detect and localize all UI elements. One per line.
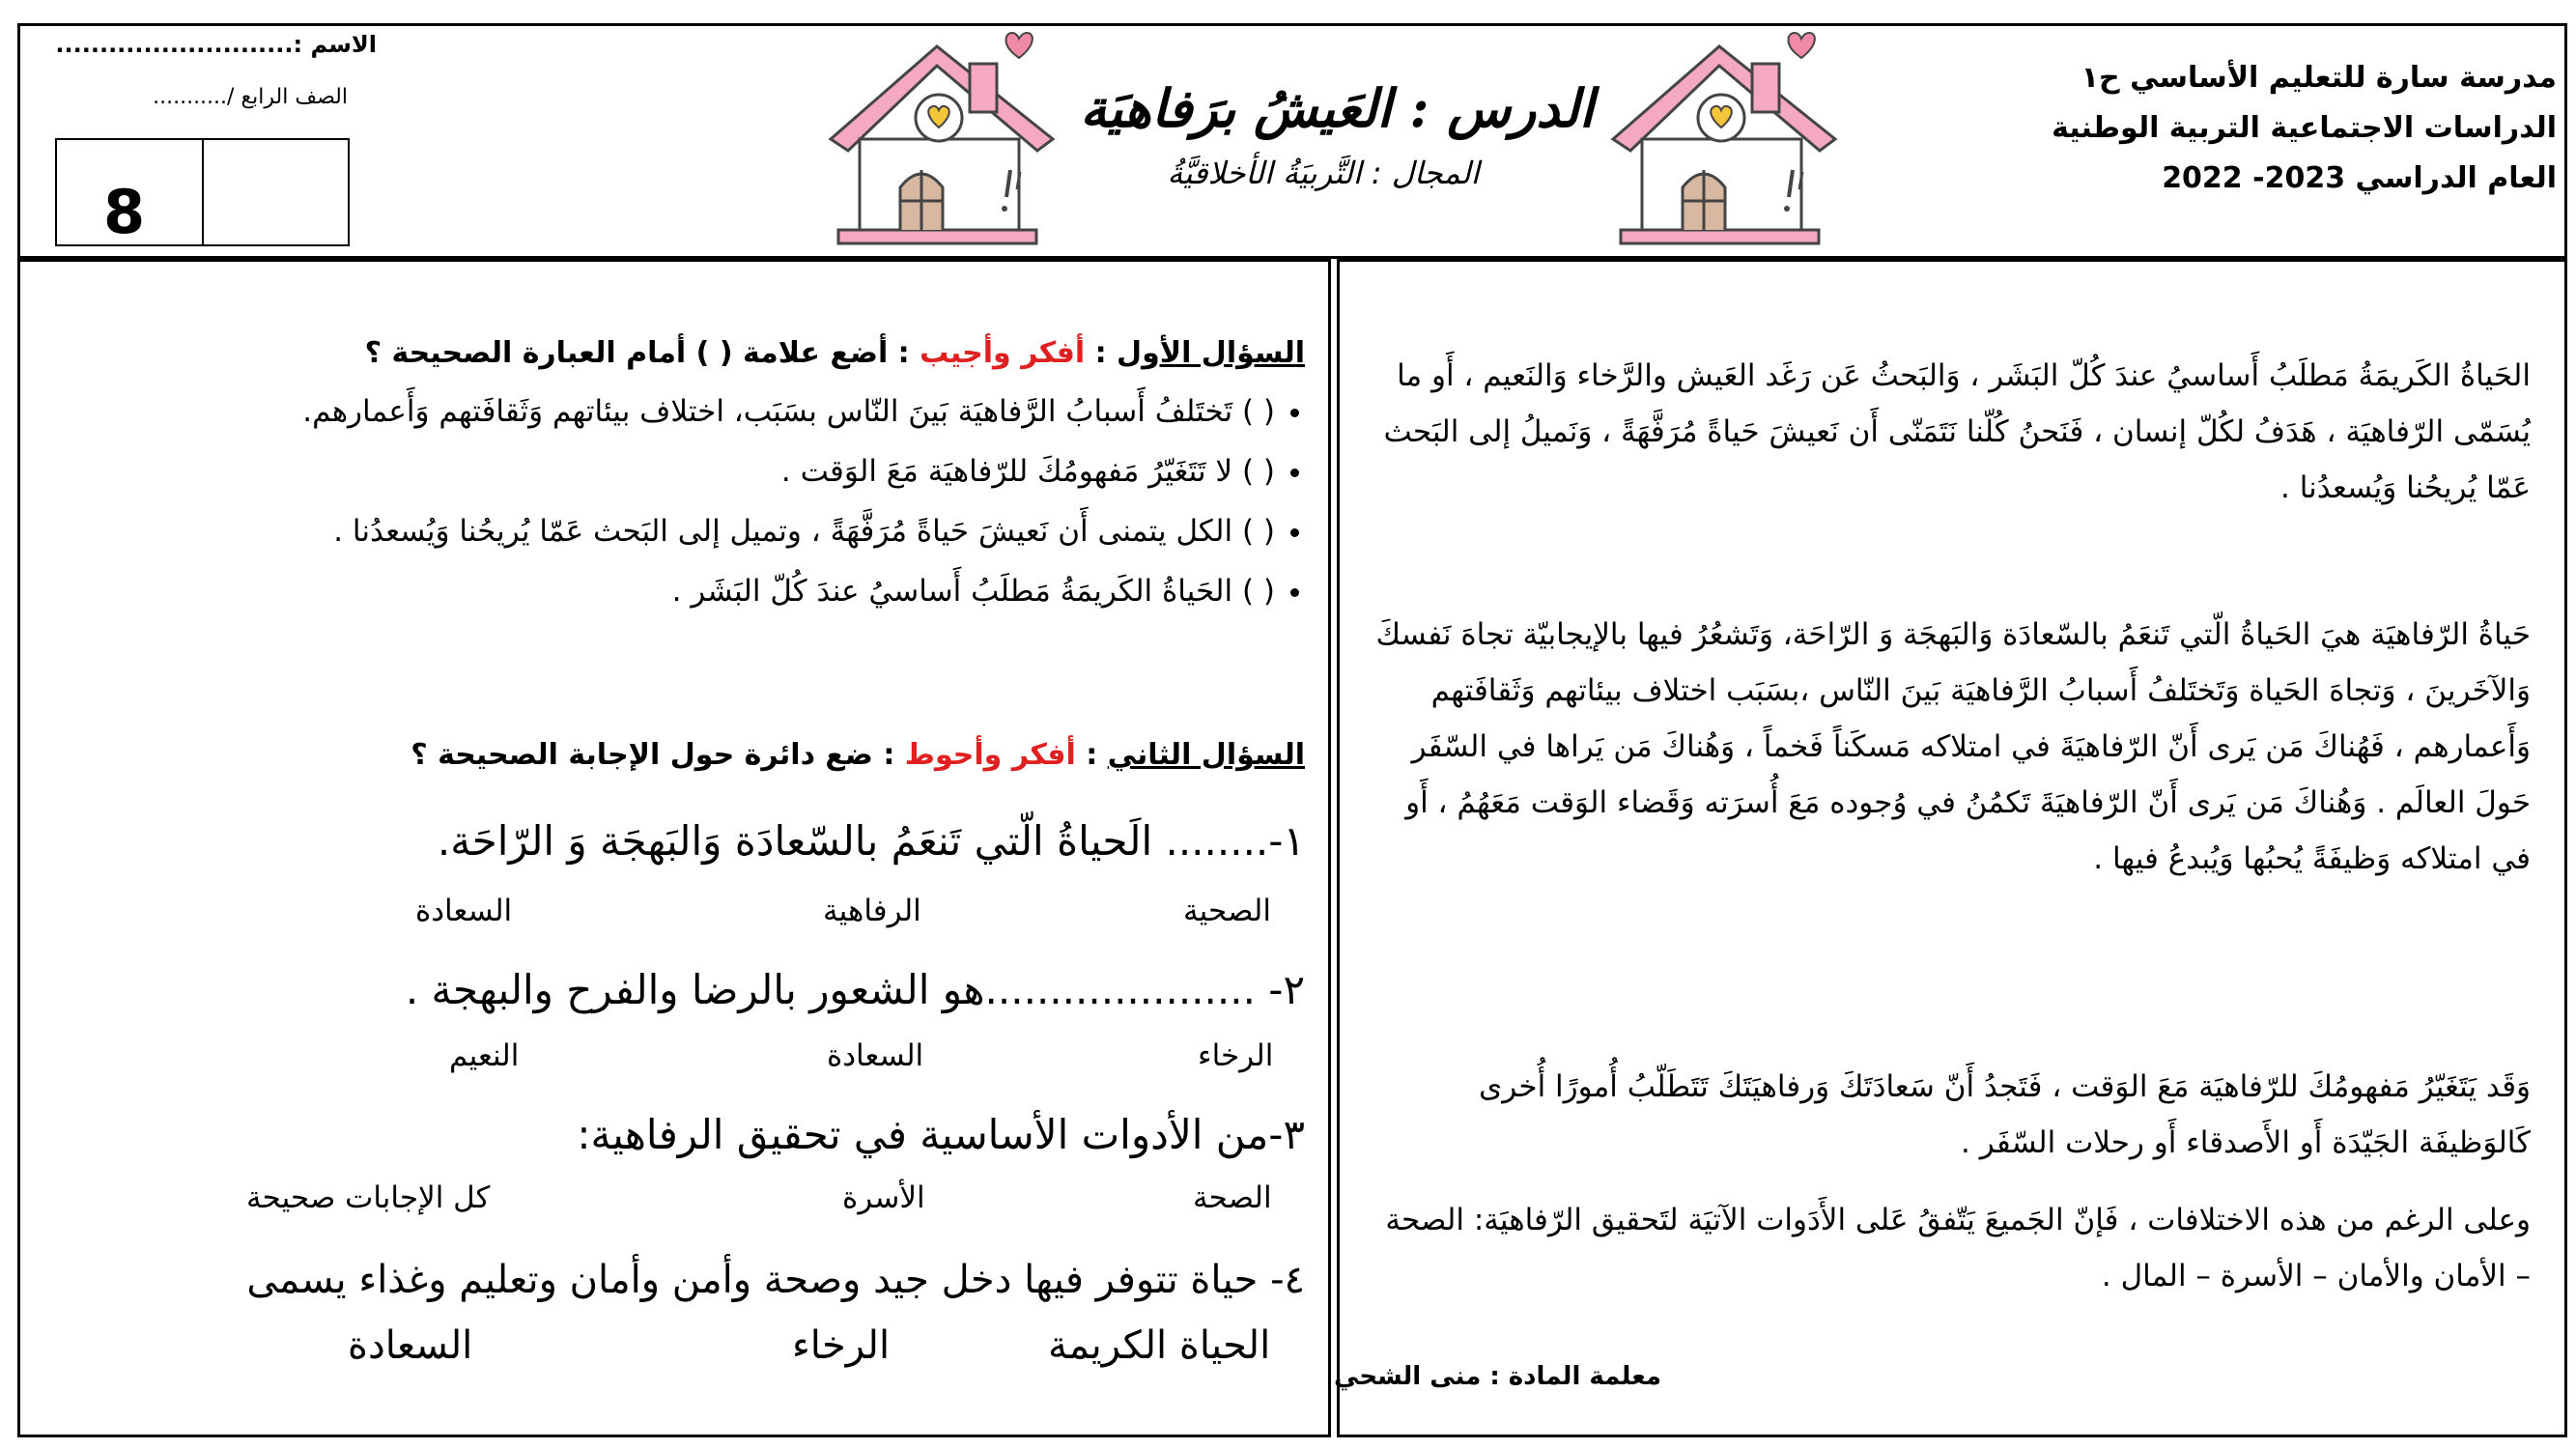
q2-item-4-option[interactable]: الرخاء [792,1323,891,1368]
q2-item-1-option[interactable]: الرفاهية [823,894,921,928]
q2-item-1-option[interactable]: السعادة [415,894,513,928]
q2-label: السؤال الثاني [1107,738,1305,772]
q2-item-4-stem: ٤- حياة تتوفر فيها دخل جيد وصحة وأمن وأمان وتعليم وغذاء يسمى [246,1258,1305,1302]
q2-item-3-option[interactable]: الصحة [1193,1180,1272,1215]
school-year: العام الدراسي 2023- 2022 [2162,161,2557,195]
q2-item-3-option[interactable]: الأسرة [842,1180,925,1215]
q1-item[interactable]: • ( ) الحَياةُ الكَريمَةُ مَطلَبُ أَساسيُ عندَ كُلّ البَشَر . [135,564,1275,618]
q2-colon: : [1075,738,1108,772]
school-name: مدرسة سارة للتعليم الأساسي ح١ [2081,61,2557,95]
q1-list [135,384,1314,624]
score-box [55,138,350,246]
reading-paragraph-2: حَياةُ الرّفاهيَة هيَ الحَياةُ الّتي تَنعَمُ بالسّعادَة وَالبَهجَة وَ الرّاحَة، وَتَشعُرُ فيها بالإيجابيّة تجاهَ نَفسكَ وَالآخَرينَ ، وَتجاهَ الحَياة وَتَختَلفُ أَسبابُ الرَّفاهيَة بَينَ النّاس ،بسَبَب اختلاف بيئاتهم وَثَقافَتهم وَأَعمارهم ، فَهُناكَ مَن يَرى أَنّ الرّفاهيَةَ في امتلاكه مَسكَناً فَخماً ، وَهُناكَ مَن يَراها في السّفَر حَولَ العالَم . وَهُناكَ مَن يَرى أَنّ الرّفاهيَةَ تَكمُنُ في وُجوده مَعَ أُسرَته وَقَضاء الوَقت مَعَهُمُ ، أَو في امتلاكه وَظيفَةً يُحبُها وَيُبدعُ فيها . [1375,617,2531,876]
q1-tag: أفكر وأجيب [920,336,1086,370]
q1-item[interactable]: • ( ) لا تَتَغَيّرُ مَفهومُكَ للرّفاهيَة مَعَ الوَقت . [135,444,1275,498]
q2-header [410,738,1305,772]
score-divider [202,140,204,244]
q1-label: السؤال الأول [1117,336,1305,370]
subject-name: الدراسات الاجتماعية التربية الوطنية [2052,111,2557,145]
q2-tag: أفكر وأحوط [904,738,1076,772]
house-icon [821,25,1082,247]
q2-item-4-option[interactable]: السعادة [348,1323,473,1368]
house-icon [1603,25,1864,247]
q2-item-2-option[interactable]: الرخاء [1198,1038,1274,1073]
class-field[interactable]: الصف الرابع /........... [153,85,348,109]
q2-item-4-option[interactable]: الحياة الكريمة [1048,1323,1271,1368]
teacher-name: معلمة المادة : منى الشحي [1334,1362,1661,1391]
q2-instruction: : ضع دائرة حول الإجابة الصحيحة ؟ [410,738,905,772]
reading-paragraph-3: وَقَد يَتَغَيّرُ مَفهومُكَ للرّفاهيَة مَعَ الوَقت ، فَتَجدُ أَنّ سَعادَتَكَ وَرفاهيَتَكَ تَتَطَلّبُ أُمورًا أُخرى كَالوَظيفَة الجَيّدَة أَو الأَصدقاء أَو رحلات السّفَر . [1479,1069,2531,1160]
q1-instruction: : أضع علامة ( ) أمام العبارة الصحيحة ؟ [364,336,920,370]
q2-item-2-option[interactable]: السعادة [827,1038,924,1073]
q2-item-2-option[interactable]: النعيم [449,1038,520,1073]
score-value: 8 [103,177,146,247]
q1-item[interactable]: • ( ) تَختَلفُ أَسبابُ الرَّفاهيَة بَينَ النّاس بسَبَب، اختلاف بيئاتهم وَثَقافَتهم وَأَعمارهم. [135,384,1275,439]
q2-item-2-stem: ٢- .....................هو الشعور بالرضا والفرح والبهجة . [405,966,1305,1013]
q2-item-1-stem: ١-........ الَحياةُ الّتي تَنعَمُ بالسّعادَة وَالبَهجَة وَ الرّاحَة. [437,817,1305,865]
student-name-field[interactable]: الاسم :........................... [55,31,377,58]
reading-paragraph-1: الحَياةُ الكَريمَةُ مَطلَبُ أَساسيُ عندَ كُلّ البَشَر ، وَالبَحثُ عَن رَغَد العَيش والرَّخاء وَالنَعيم ، أَو ما يُسَمّى الرّفاهيَة ، هَدَفُ لكُلّ إنسان ، فَنَحنُ كُلّنا نَتَمَنّى أَن نَعيشَ حَياةً مُرَفَّهَةً ، وَنَميلُ إلى البَحث عَمّا يُريحُنا وَيُسعدُنا . [1383,358,2531,505]
q1-header [365,336,1305,370]
q1-colon: : [1085,336,1118,370]
lesson-domain: المجال : التَّربيَةُ الأخلاقيَّةُ [1167,155,1480,191]
reading-paragraph-4: وعلى الرغم من هذه الاختلافات ، فَإنّ الجَميعَ يَتّفقُ عَلى الأَدَوات الآتيَة لتَحقيق الرّفاهيَة: الصحة – الأمان والأمان – الأسرة – المال . [1385,1203,2531,1293]
q1-item[interactable]: • ( ) الكل يتمنى أَن نَعيشَ حَياةً مُرَفَّهَةً ، وتميل إلى البَحث عَمّا يُريحُنا وَيُسعدُنا . [135,504,1275,558]
lesson-title: الدرس : العَيشُ برَفاهيَة [1080,77,1594,139]
q2-item-3-stem: ٣-من الأدوات الأساسية في تحقيق الرفاهية: [577,1111,1305,1158]
q2-item-1-option[interactable]: الصحية [1183,894,1271,928]
q2-item-3-option[interactable]: كل الإجابات صحيحة [246,1180,491,1215]
